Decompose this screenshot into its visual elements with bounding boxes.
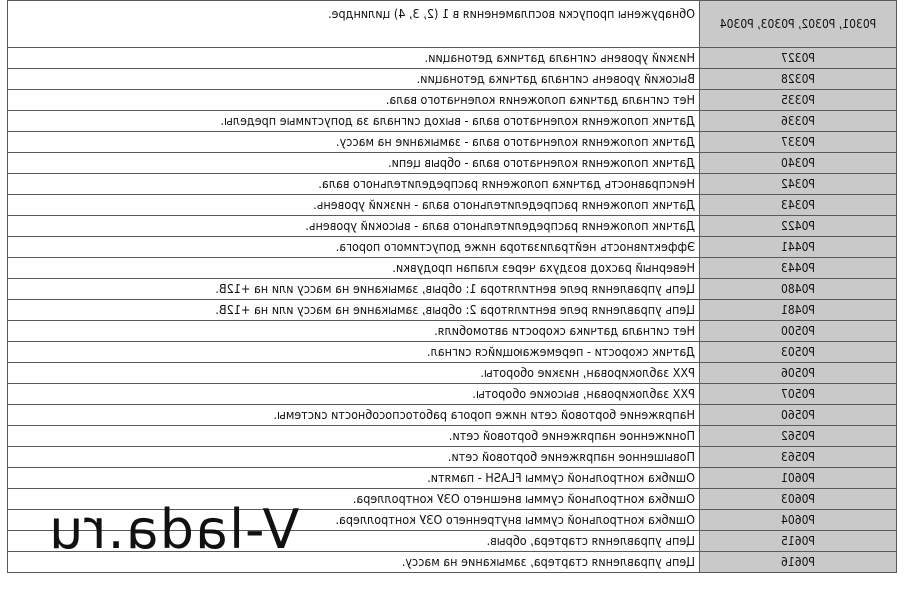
error-description-cell: Нет сигнала датчика положения коленчатого вала. — [8, 90, 700, 111]
table-row — [8, 405, 897, 426]
table-row — [8, 363, 897, 384]
error-code-cell: P0480 — [700, 279, 897, 300]
error-code-cell: P0503 — [700, 342, 897, 363]
error-description-cell: Пониженное напряжение бортовой сети. — [8, 426, 700, 447]
error-code-cell: P0335 — [700, 90, 897, 111]
error-description-cell: Датчик положения коленчатого вала - обрыв цепи. — [8, 153, 700, 174]
table-row — [8, 321, 897, 342]
table-row — [8, 69, 897, 90]
error-code-table-body — [8, 1, 897, 573]
error-description-cell: Цепь управления стартера, обрыв. — [8, 531, 700, 552]
table-row — [8, 195, 897, 216]
error-code-cell: P0616 — [700, 552, 897, 573]
error-description-cell: Неисправность датчика положения распределительного вала. — [8, 174, 700, 195]
error-description-cell: Ошибка контрольной суммы внешнего ОЗУ контроллера. — [8, 489, 700, 510]
error-description-cell: Датчик положения распределительного вала - высокий уровень. — [8, 216, 700, 237]
error-code-cell: P0507 — [700, 384, 897, 405]
error-code-cell: P0337 — [700, 132, 897, 153]
table-row — [8, 90, 897, 111]
error-description-cell: Цепь управления стартера, замыкание на массу. — [8, 552, 700, 573]
table-row — [8, 342, 897, 363]
error-code-cell: P0443 — [700, 258, 897, 279]
error-description-cell: Датчик положения коленчатого вала - выход сигнала за допустимые пределы. — [8, 111, 700, 132]
error-description-cell: Нет сигнала датчика скорости автомобиля. — [8, 321, 700, 342]
error-code-cell: P0500 — [700, 321, 897, 342]
error-description-cell: Датчик положения коленчатого вала - замыкание на массу. — [8, 132, 700, 153]
error-code-cell: P0563 — [700, 447, 897, 468]
error-code-table — [7, 0, 897, 573]
table-row — [8, 300, 897, 321]
error-description-cell: РХХ заблокирован, высокие обороты. — [8, 384, 700, 405]
table-row — [8, 279, 897, 300]
error-description-cell: Низкий уровень сигнала датчика детонации. — [8, 48, 700, 69]
error-description-cell: Ошибка контрольной суммы внутреннего ОЗУ контроллера. — [8, 510, 700, 531]
error-code-cell: P0441 — [700, 237, 897, 258]
table-row — [8, 216, 897, 237]
table-row — [8, 426, 897, 447]
error-code-cell: P0301, P0302, P0303, P0304 — [700, 1, 897, 48]
error-code-cell: P0342 — [700, 174, 897, 195]
error-description-cell: Цепь управления реле вентилятора 2: обрыв, замыкание на массу или на +12В. — [8, 300, 700, 321]
table-row — [8, 237, 897, 258]
error-code-cell: P0328 — [700, 69, 897, 90]
error-code-cell: P0481 — [700, 300, 897, 321]
error-code-cell: P0327 — [700, 48, 897, 69]
error-description-cell: Неверный расход воздуха через клапан продувки. — [8, 258, 700, 279]
site-watermark: V-lada.ru — [48, 498, 300, 561]
error-code-cell: P0604 — [700, 510, 897, 531]
error-code-cell: P0340 — [700, 153, 897, 174]
table-row — [8, 468, 897, 489]
error-code-cell: P0603 — [700, 489, 897, 510]
error-code-cell: P0601 — [700, 468, 897, 489]
table-row — [8, 132, 897, 153]
error-description-cell: Повышенное напряжение бортовой сети. — [8, 447, 700, 468]
table-row — [8, 174, 897, 195]
error-description-cell: Ошибка контрольной суммы FLASH - памяти. — [8, 468, 700, 489]
table-row — [8, 447, 897, 468]
error-description-cell: Датчик положения распределительного вала - низкий уровень. — [8, 195, 700, 216]
error-code-cell: P0615 — [700, 531, 897, 552]
table-row — [8, 1, 897, 48]
table-row — [8, 384, 897, 405]
error-code-cell: P0562 — [700, 426, 897, 447]
error-description-cell: Цепь управления реле вентилятора 1: обрыв, замыкание на массу или на +12В. — [8, 279, 700, 300]
error-code-cell: P0506 — [700, 363, 897, 384]
error-code-cell: P0422 — [700, 216, 897, 237]
error-description-cell: РХХ заблокирован, низкие обороты. — [8, 363, 700, 384]
table-row — [8, 111, 897, 132]
error-description-cell: Датчик скорости - перемежающийся сигнал. — [8, 342, 700, 363]
error-description-cell: Напряжение бортовой сети ниже порога работоспособности системы. — [8, 405, 700, 426]
table-row — [8, 258, 897, 279]
error-code-cell: P0560 — [700, 405, 897, 426]
error-code-cell: P0336 — [700, 111, 897, 132]
error-description-cell: Эффективность нейтрализатора ниже допустимого порога. — [8, 237, 700, 258]
error-code-cell: P0343 — [700, 195, 897, 216]
table-row — [8, 48, 897, 69]
error-description-cell: Высокий уровень сигнала датчика детонации. — [8, 69, 700, 90]
error-description-cell: Обнаружены пропуски воспламенения в 1 (2, 3, 4) цилиндре. — [8, 1, 700, 48]
table-row — [8, 153, 897, 174]
